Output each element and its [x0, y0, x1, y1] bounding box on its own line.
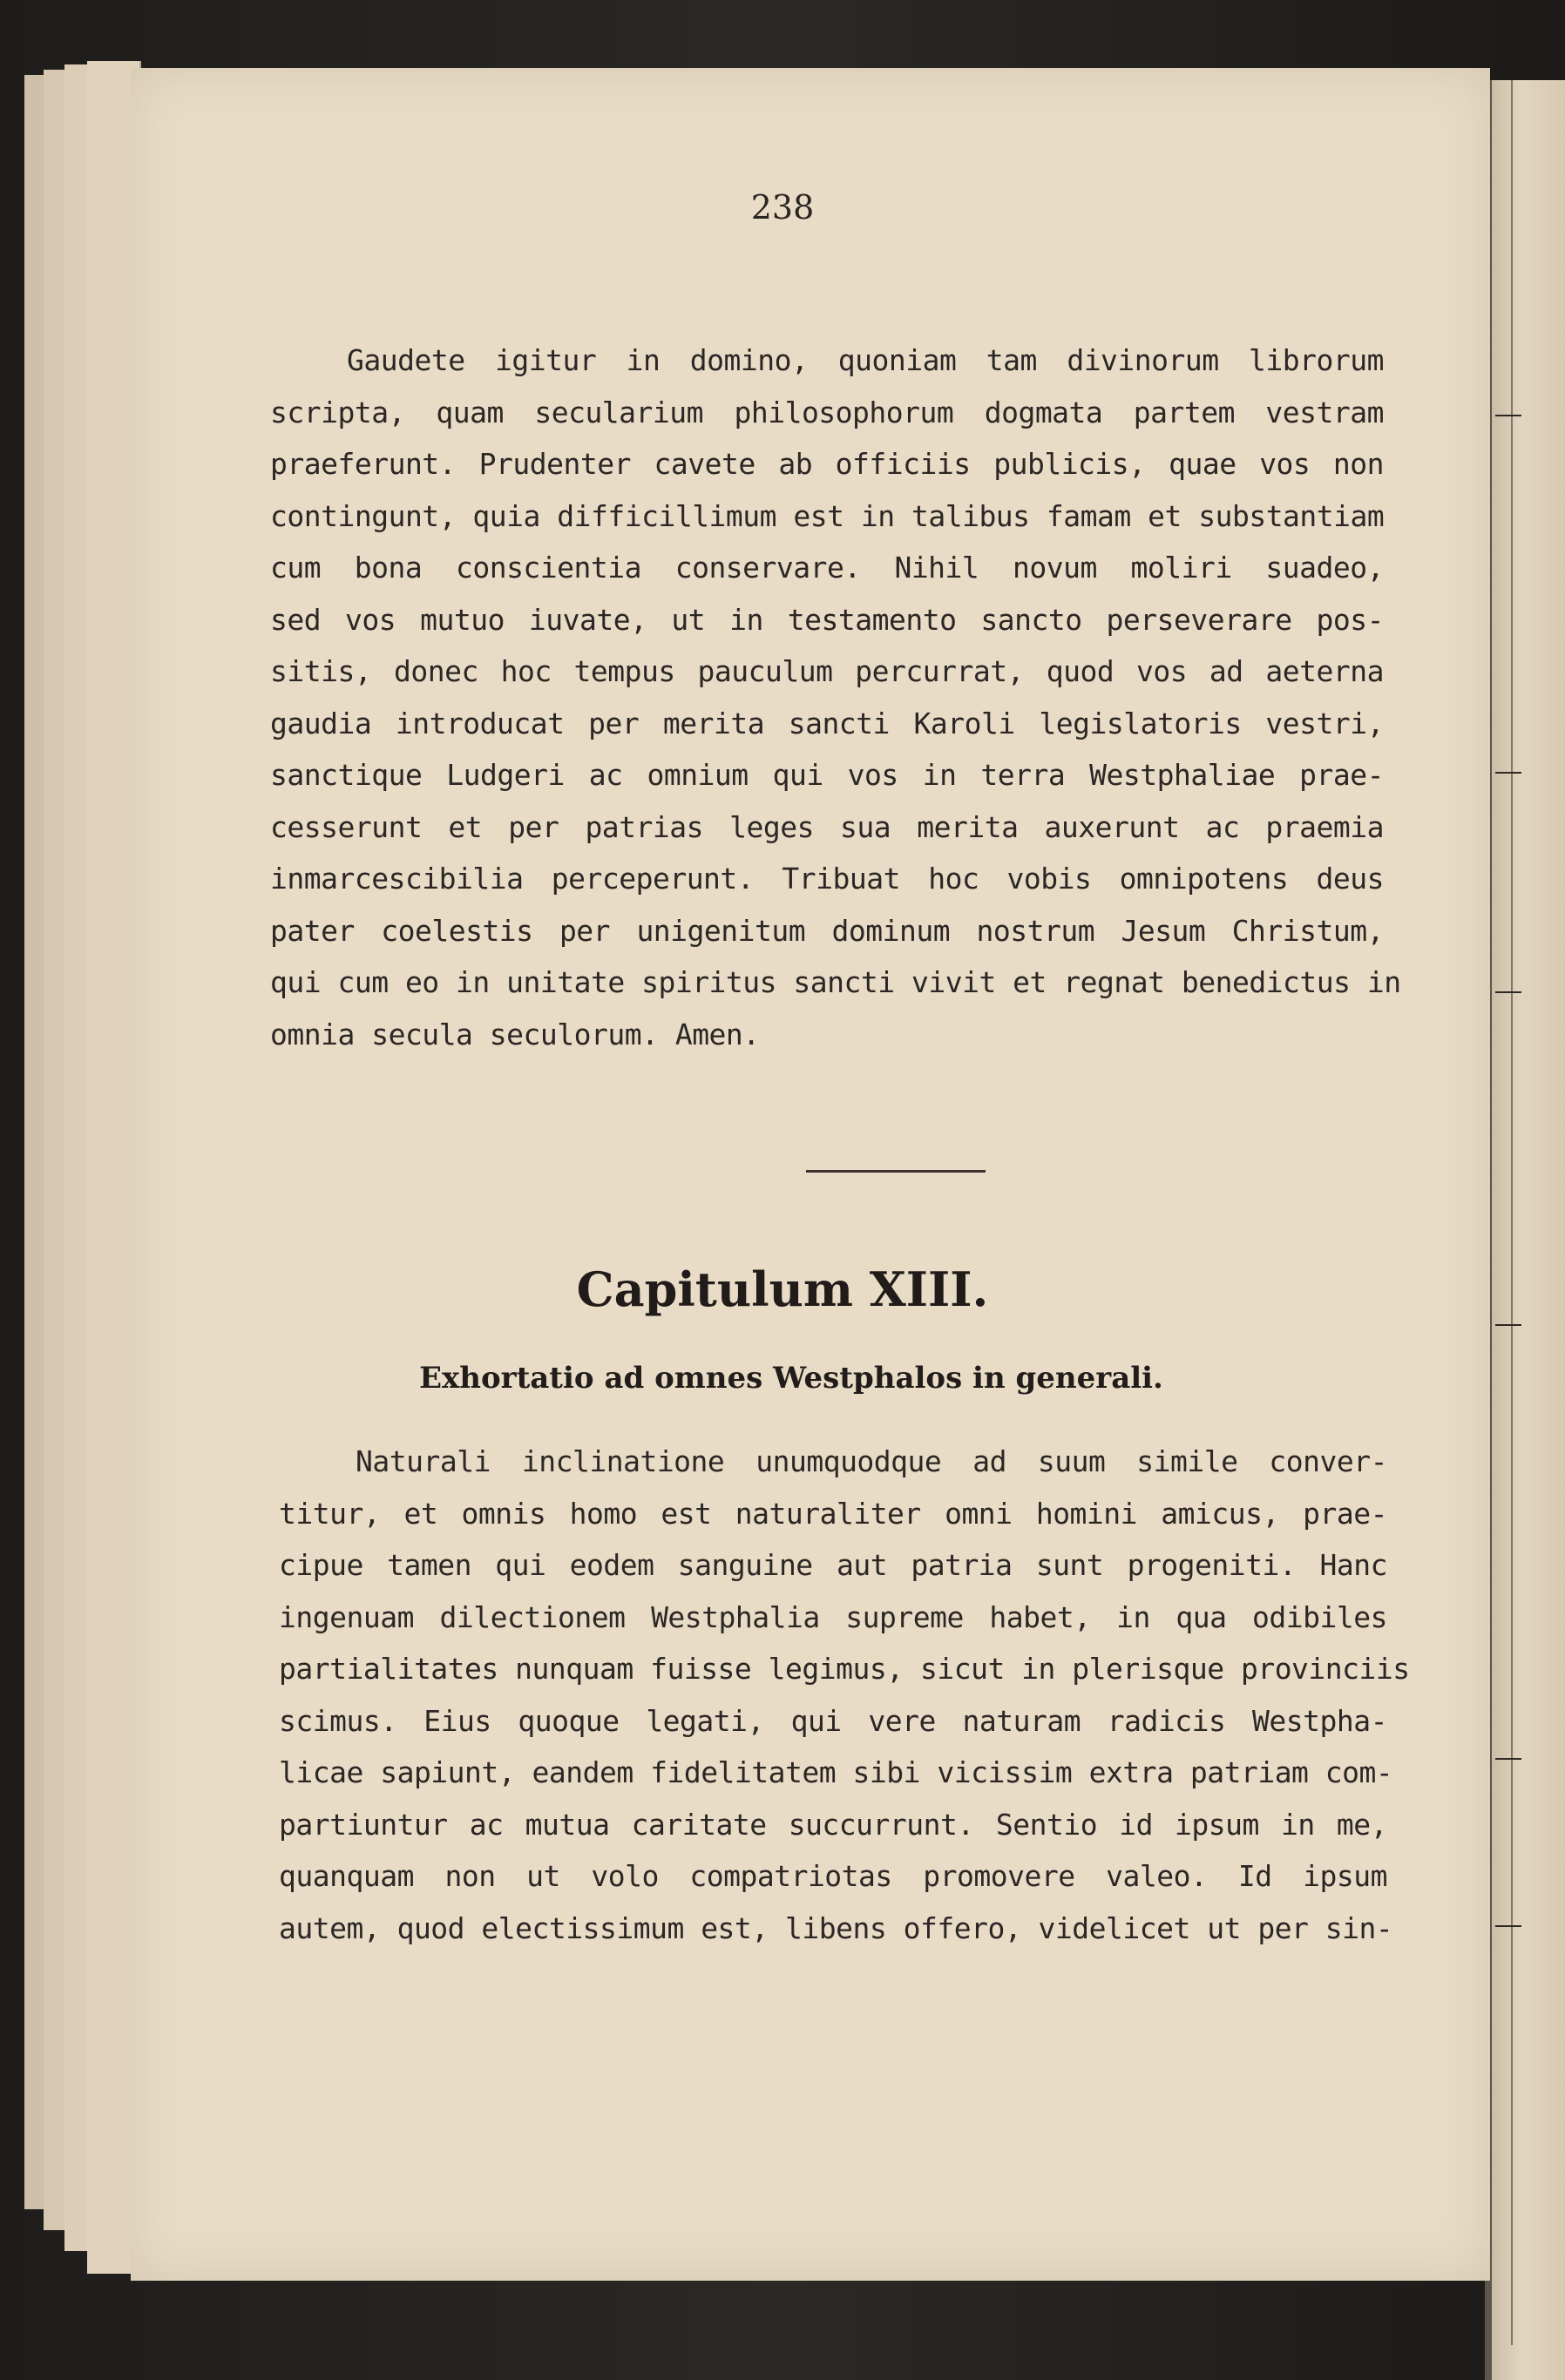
text-line: omnia secula seculorum. Amen.: [270, 1017, 760, 1051]
margin-tick: [1495, 1925, 1521, 1927]
text-line: praeferunt. Prudenter cavete ab officiis publicis, quae vos non: [270, 447, 1384, 481]
binding-fold: [1511, 80, 1513, 2345]
margin-tick: [1495, 772, 1521, 774]
text-line: autem, quod electissimum est, libens offero, videlicet ut per sin-: [279, 1910, 1393, 1945]
margin-tick: [1495, 1758, 1521, 1760]
text-line: scimus. Eius quoque legati, qui vere naturam radicis Westpha-: [279, 1703, 1387, 1738]
text-line: gaudia introducat per merita sancti Karoli legislatoris vestri,: [270, 706, 1384, 740]
text-line: sitis, donec hoc tempus pauculum percurrat, quod vos ad aeterna: [270, 654, 1384, 688]
text-line: cipue tamen qui eodem sanguine aut patria sunt progeniti. Hanc: [279, 1548, 1387, 1582]
text-line: ingenuam dilectionem Westphalia supreme habet, in qua odibiles: [279, 1599, 1387, 1634]
paragraph-2: [279, 1436, 1410, 1954]
text-line: licae sapiunt, eandem fidelitatem sibi vicissim extra patriam com-: [279, 1755, 1393, 1789]
text-line: scripta, quam secularium philosophorum dogmata partem vestram: [270, 395, 1384, 429]
section-divider: [806, 1170, 986, 1173]
text-line: Naturali inclinatione unumquodque ad suum simile conver-: [356, 1444, 1387, 1478]
text-line: inmarcescibilia perceperunt. Tribuat hoc vobis omnipotens deus: [270, 862, 1384, 896]
margin-tick: [1495, 1324, 1521, 1326]
text-line: Gaudete igitur in domino, quoniam tam divinorum librorum: [347, 343, 1384, 377]
text-line: sanctique Ludgeri ac omnium qui vos in terra Westphaliae prae-: [270, 758, 1384, 792]
text-line: sed vos mutuo iuvate, ut in testamento sancto perseverare pos-: [270, 602, 1384, 637]
paragraph-1: [270, 335, 1401, 1060]
facing-page-edge: [1492, 80, 1565, 2380]
text-line: cum bona conscientia conservare. Nihil novum moliri suadeo,: [270, 551, 1384, 585]
margin-tick: [1495, 415, 1521, 416]
text-line: quanquam non ut volo compatriotas promovere valeo. Id ipsum: [279, 1859, 1387, 1893]
text-line: contingunt, quia difficillimum est in talibus famam et substantiam: [270, 498, 1385, 533]
text-line: pater coelestis per unigenitum dominum nostrum Jesum Christum,: [270, 913, 1384, 948]
page-number: 238: [750, 188, 815, 227]
text-line: cesserunt et per patrias leges sua merita auxerunt ac praemia: [270, 809, 1384, 844]
chapter-title: Capitulum XIII.: [576, 1261, 989, 1317]
text-line: partialitates nunquam fuisse legimus, sicut in plerisque provinciis: [279, 1652, 1410, 1686]
text-line: qui cum eo in unitate spiritus sancti vivit et regnat benedictus in: [270, 965, 1401, 999]
text-line: partiuntur ac mutua caritate succurrunt. Sentio id ipsum in me,: [279, 1807, 1387, 1842]
chapter-subtitle: Exhortatio ad omnes Westphalos in generali.: [419, 1361, 1163, 1396]
text-line: titur, et omnis homo est naturaliter omni homini amicus, prae-: [279, 1496, 1387, 1531]
margin-tick: [1495, 991, 1521, 993]
